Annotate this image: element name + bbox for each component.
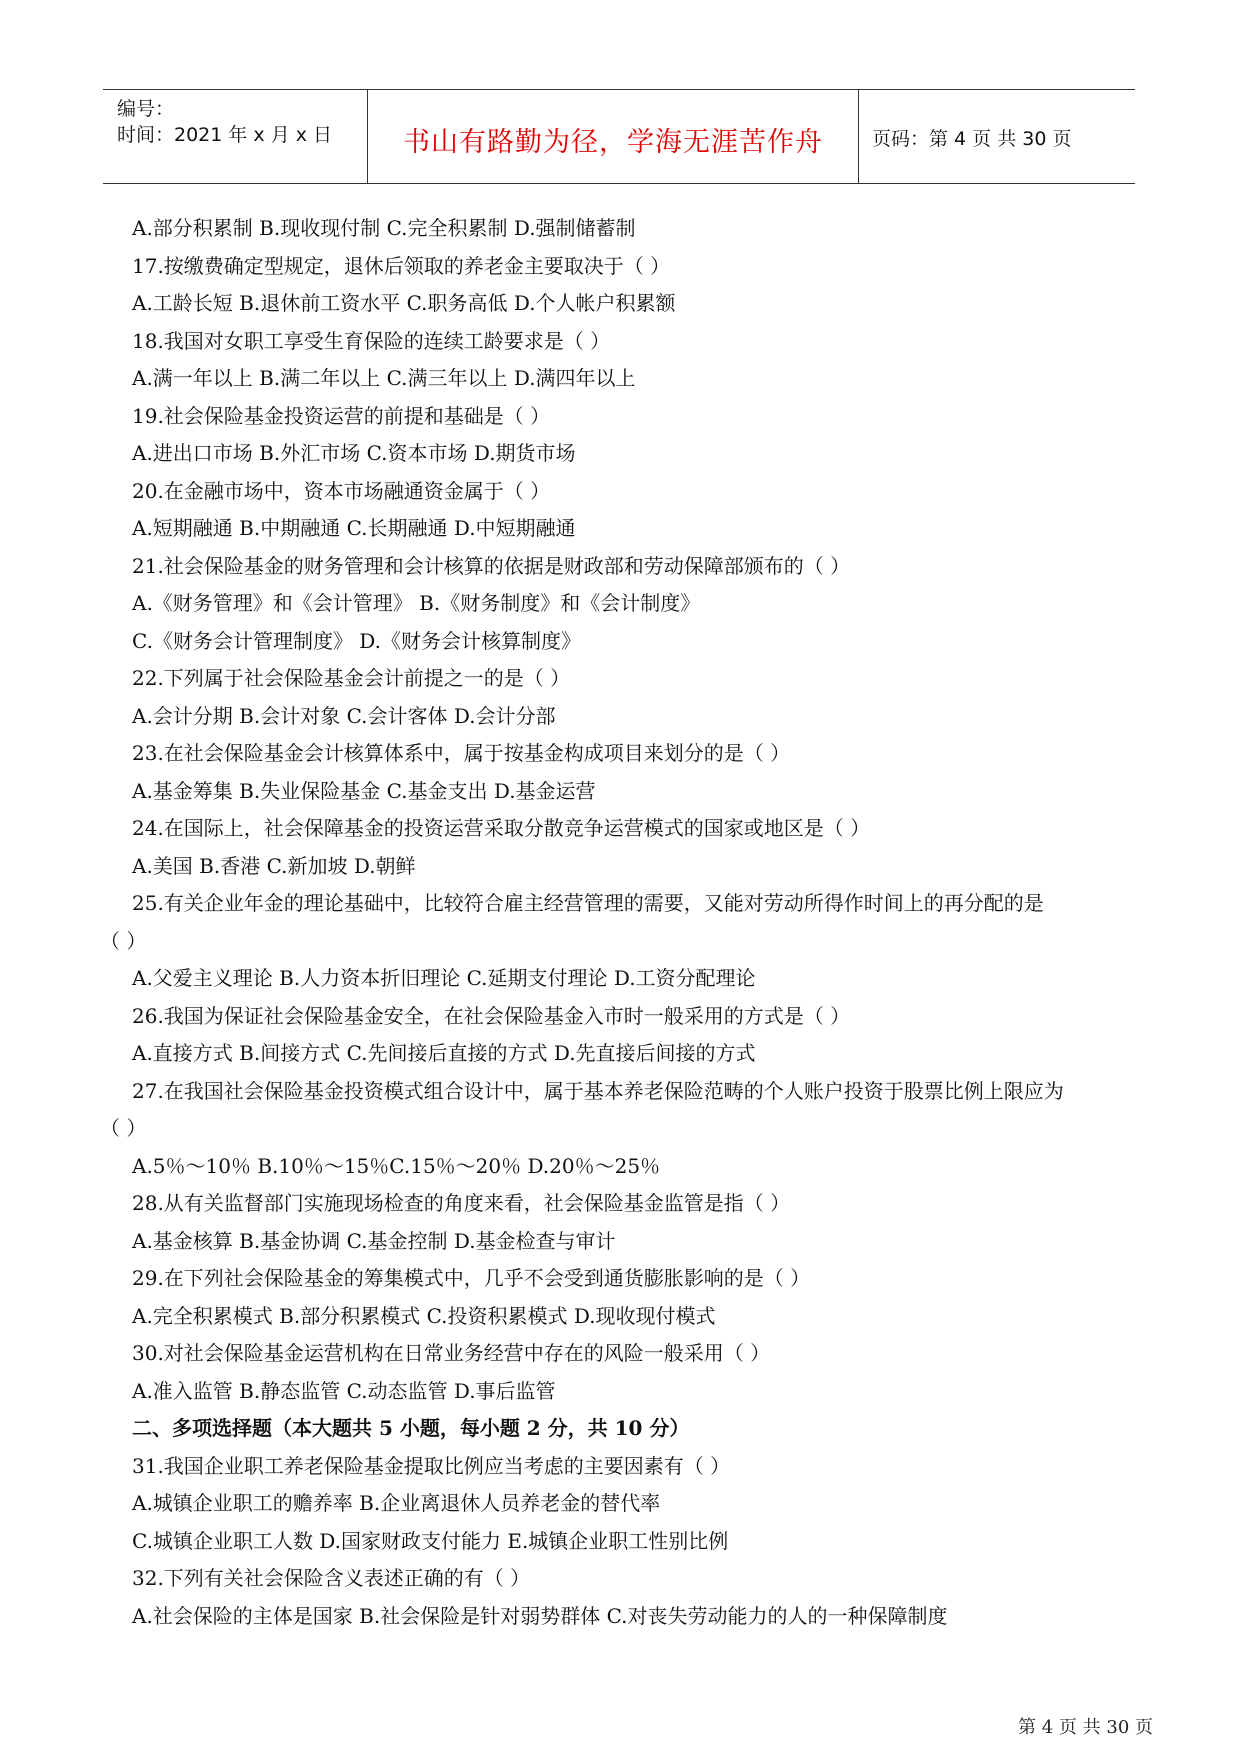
question-line: A.短期融通 B.中期融通 C.长期融通 D.中短期融通: [132, 516, 576, 540]
question-line: A.《财务管理》和《会计管理》 B.《财务制度》和《会计制度》: [132, 591, 701, 615]
question-line: A.5％～10％ B.10％～15％C.15％～20％ D.20％～25％: [132, 1153, 661, 1178]
question-line: 23.在社会保险基金会计核算体系中，属于按基金构成项目来划分的是（ ）: [132, 741, 791, 765]
question-line: 21.社会保险基金的财务管理和会计核算的依据是财政部和劳动保障部颁布的（ ）: [132, 553, 851, 578]
time-label: 时间：2021 年 x 月 x 日: [117, 124, 333, 146]
question-line: A.基金核算 B.基金协调 C.基金控制 D.基金检查与审计: [132, 1228, 616, 1253]
question-line: A.美国 B.香港 C.新加坡 D.朝鲜: [132, 853, 416, 878]
question-line: 32.下列有关社会保险含义表述正确的有（ ）: [132, 1566, 531, 1590]
question-line: 29.在下列社会保险基金的筹集模式中，几乎不会受到通货膨胀影响的是（ ）: [132, 1266, 811, 1290]
question-line: C.城镇企业职工人数 D.国家财政支付能力 E.城镇企业职工性别比例: [132, 1528, 729, 1553]
question-line: 30.对社会保险基金运营机构在日常业务经营中存在的风险一般采用（ ）: [132, 1341, 771, 1365]
question-line: A.直接方式 B.间接方式 C.先间接后直接的方式 D.先直接后间接的方式: [132, 1041, 756, 1065]
motto-text: 书山有路勤为径，学海无涯苦作舟: [403, 127, 823, 158]
question-line: 27.在我国社会保险基金投资模式组合设计中，属于基本养老保险范畴的个人账户投资于股票比例上限应为: [132, 1078, 1064, 1103]
page-code: 页码：第 4 页 共 30 页: [872, 128, 1072, 150]
header-table: [103, 89, 1135, 184]
section-heading: 二、多项选择题（本大题共 5 小题，每小题 2 分，共 10 分）: [132, 1416, 690, 1440]
question-line: C.《财务会计管理制度》 D.《财务会计核算制度》: [132, 628, 581, 653]
header-info-cell: [103, 90, 368, 183]
question-line: A.准入监管 B.静态监管 C.动态监管 D.事后监管: [132, 1378, 556, 1403]
question-line: A.部分积累制 B.现收现付制 C.完全积累制 D.强制储蓄制: [132, 216, 636, 240]
question-line: （ ）: [100, 928, 147, 953]
question-line: 26.我国为保证社会保险基金安全，在社会保险基金入市时一般采用的方式是（ ）: [132, 1003, 851, 1028]
question-line: A.满一年以上 B.满二年以上 C.满三年以上 D.满四年以上: [132, 366, 636, 390]
question-line: 28.从有关监督部门实施现场检查的角度来看，社会保险基金监管是指（ ）: [132, 1191, 791, 1215]
question-line: 19.社会保险基金投资运营的前提和基础是（ ）: [132, 403, 551, 428]
question-line: （ ）: [100, 1116, 147, 1140]
question-line: 24.在国际上，社会保障基金的投资运营采取分散竞争运营模式的国家或地区是（ ）: [132, 816, 871, 840]
header-motto-cell: [368, 90, 859, 183]
question-line: 31.我国企业职工养老保险基金提取比例应当考虑的主要因素有（ ）: [132, 1453, 731, 1478]
page-footer: 第 4 页 共 30 页: [1018, 1717, 1153, 1738]
question-line: A.完全积累模式 B.部分积累模式 C.投资积累模式 D.现收现付模式: [132, 1303, 716, 1328]
question-line: A.社会保险的主体是国家 B.社会保险是针对弱势群体 C.对丧失劳动能力的人的一种保障制度: [132, 1603, 948, 1628]
question-line: A.进出口市场 B.外汇市场 C.资本市场 D.期货市场: [132, 441, 576, 465]
question-line: 18.我国对女职工享受生育保险的连续工龄要求是（ ）: [132, 328, 611, 353]
question-line: A.父爱主义理论 B.人力资本折旧理论 C.延期支付理论 D.工资分配理论: [132, 966, 756, 990]
question-line: A.会计分期 B.会计对象 C.会计客体 D.会计分部: [132, 703, 556, 728]
header-page-cell: [860, 90, 1135, 183]
question-line: A.工龄长短 B.退休前工资水平 C.职务高低 D.个人帐户积累额: [132, 291, 676, 315]
question-line: 25.有关企业年金的理论基础中，比较符合雇主经营管理的需要，又能对劳动所得作时间上的再分配的是: [132, 891, 1044, 915]
question-line: 22.下列属于社会保险基金会计前提之一的是（ ）: [132, 666, 571, 690]
question-line: A.城镇企业职工的赡养率 B.企业离退休人员养老金的替代率: [132, 1491, 661, 1515]
number-label: 编号：: [117, 98, 175, 120]
question-line: A.基金筹集 B.失业保险基金 C.基金支出 D.基金运营: [132, 778, 596, 803]
question-line: 17.按缴费确定型规定，退休后领取的养老金主要取决于（ ）: [132, 253, 671, 278]
question-line: 20.在金融市场中，资本市场融通资金属于（ ）: [132, 478, 551, 503]
